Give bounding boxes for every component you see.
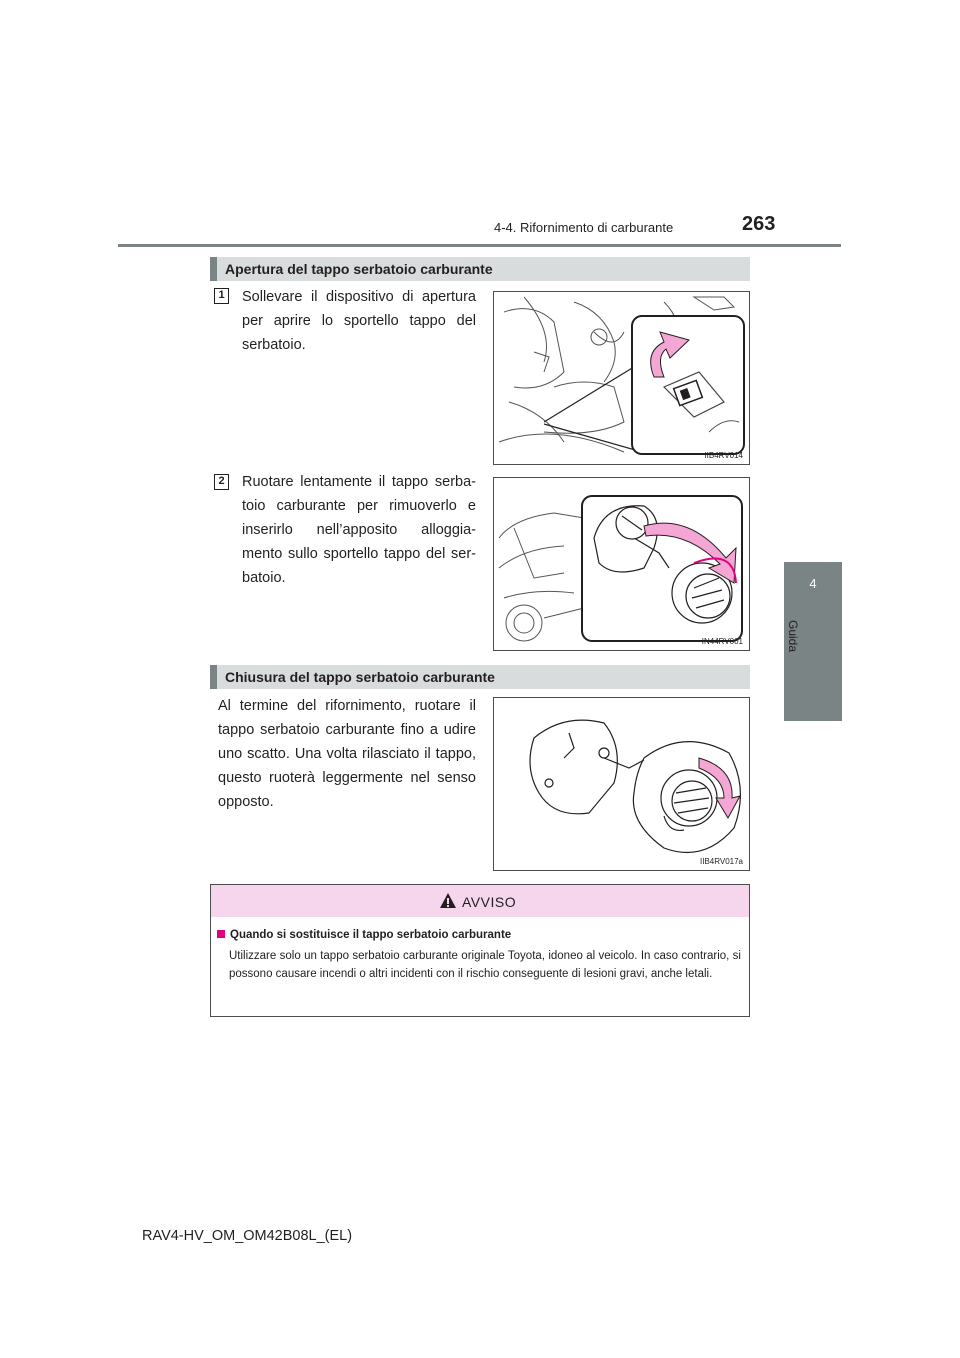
section-heading-closing: Chiusura del tappo serbatoio carburante — [210, 665, 750, 689]
header-rule — [118, 244, 841, 247]
figure-fuel-cap-closing — [493, 697, 750, 871]
step-2-text: Ruotare lentamente il tappo serba-toio carburante per rimuoverlo e inserirlo nell’apposito alloggia-mento sullo sportello tappo del ser-batoio. — [242, 474, 476, 586]
fuel-cap-removal-illustration — [494, 478, 749, 650]
header-section-title: 4-4. Rifornimento di carburante — [494, 220, 674, 235]
footer-document-code: RAV4-HV_OM_OM42B08L_(EL) — [142, 1228, 353, 1244]
step-number-2: 2 — [214, 474, 229, 490]
warning-triangle-icon — [439, 892, 457, 909]
figure-fuel-door-lever — [493, 291, 750, 465]
step-number-1: 1 — [214, 288, 229, 304]
warning-subtitle-row — [217, 929, 511, 941]
chapter-tab-number: 4 — [809, 576, 817, 591]
warning-subtitle: Quando si sostituisce il tappo serbatoio carburante — [230, 929, 512, 941]
fuel-cap-closing-illustration — [494, 698, 749, 870]
warning-header — [211, 885, 749, 917]
chapter-tab-label: Guida — [786, 620, 800, 653]
closing-text: Al termine del rifornimento, ruotare il tappo serbatoio carburante fino a udire uno scatto. Una volta rilasciato il tappo, questo ruoterà leggermente nel senso opposto. — [218, 698, 476, 810]
warning-text: Utilizzare solo un tappo serbatoio carburante originale Toyota, idoneo al veicolo. In caso contrario, si possono causare incendi o altri incidenti con il rischio conseguente di lesioni gravi, anche letali. — [229, 950, 741, 980]
figure-code-2: IN44RV001 — [701, 637, 743, 646]
warning-bullet-marker — [217, 930, 225, 938]
warning-title: AVVISO — [462, 894, 517, 910]
figure-code-1: IIB4RV014 — [704, 451, 743, 460]
figure-code-3: IIB4RV017a — [700, 857, 743, 866]
fuel-door-lever-illustration — [494, 292, 749, 464]
step-1-text: Sollevare il dispositivo di apertura per aprire lo sportello tappo del serbatoio. — [242, 289, 476, 353]
page-number: 263 — [742, 213, 776, 235]
section-heading-opening: Apertura del tappo serbatoio carburante — [210, 257, 750, 281]
warning-box — [210, 884, 750, 1017]
figure-fuel-cap-removal — [493, 477, 750, 651]
